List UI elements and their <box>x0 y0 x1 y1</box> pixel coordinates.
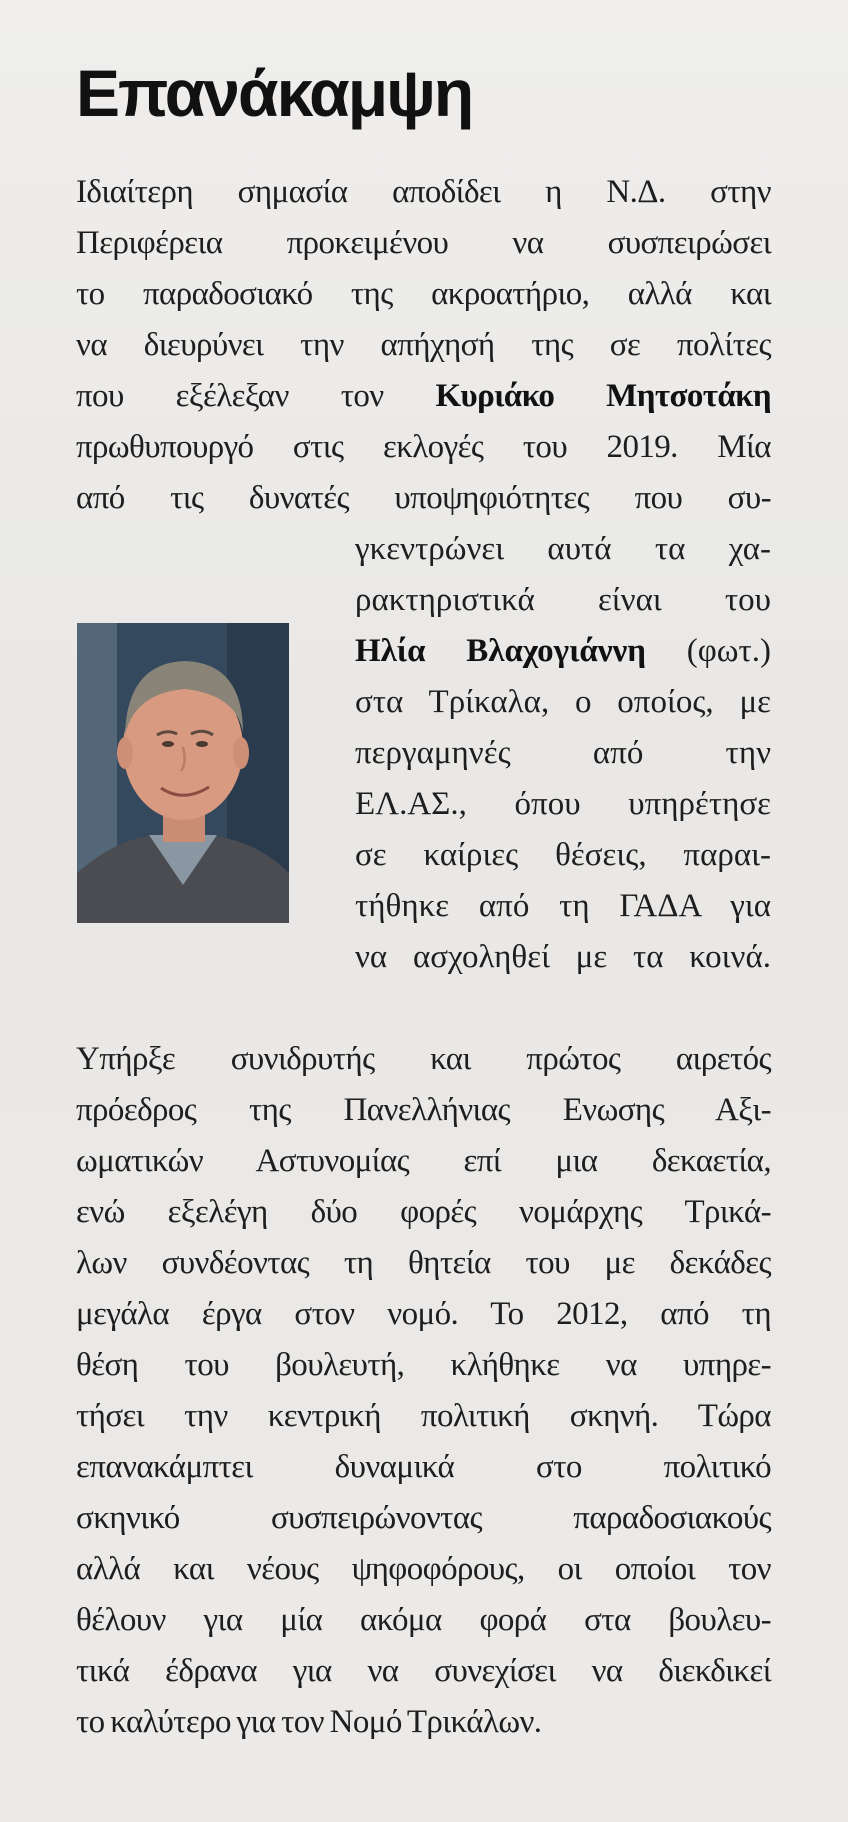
body-line: από τις δυνατές υποψηφιότητες που συ- <box>76 480 771 516</box>
body-line: στα Τρίκαλα, ο οποίος, με <box>355 684 771 720</box>
body-line: να διευρύνει την απήχησή της σε πολίτες <box>76 327 771 363</box>
body-line: ΕΛ.ΑΣ., όπου υπηρέτησε <box>355 786 771 822</box>
body-line: μεγάλα έργα στον νομό. Το 2012, από τη <box>76 1296 771 1332</box>
body-line: ενώ εξελέγη δύο φορές νομάρχης Τρικά- <box>76 1194 771 1230</box>
highlighted-name-mitsotakis: Κυριάκο Μητσοτάκη <box>435 378 772 414</box>
body-line-last: το καλύτερο για τον Νομό Τρικάλων. <box>76 1704 542 1740</box>
body-line: ωματικών Αστυνομίας επί μια δεκαετία, <box>76 1143 771 1179</box>
body-line: Περιφέρεια προκειμένου να συσπειρώσει <box>76 225 771 261</box>
body-line: σε καίριες θέσεις, παραι- <box>355 837 771 873</box>
body-line: θέλουν για μία ακόμα φορά στα βουλευ- <box>76 1602 771 1638</box>
body-line: να ασχοληθεί με τα κοινά. <box>355 939 771 975</box>
body-line: σκηνικό συσπειρώνοντας παραδοσιακούς <box>76 1500 771 1536</box>
article-headline: Επανάκαμψη <box>76 56 473 130</box>
body-line-with-name <box>355 626 771 677</box>
body-line: πρωθυπουργό στις εκλογές του 2019. Μία <box>76 429 771 465</box>
article-body-top <box>76 167 771 524</box>
body-line: ρακτηριστικά είναι του <box>355 582 771 618</box>
body-line: Ιδιαίτερη σημασία αποδίδει η Ν.Δ. στην <box>76 174 771 210</box>
body-line: αλλά και νέους ψηφοφόρους, οι οποίοι τον <box>76 1551 771 1587</box>
body-line: το παραδοσιακό της ακροατήριο, αλλά και <box>76 276 771 312</box>
portrait-illustration <box>77 623 289 923</box>
highlighted-name-vlachogiannis: Ηλία Βλαχογιάννη <box>355 633 646 669</box>
body-line: λων συνδέοντας τη θητεία του με δεκάδες <box>76 1245 771 1281</box>
article-body-bottom <box>76 1034 771 1748</box>
body-line: θέση του βουλευτή, κλήθηκε να υπηρε- <box>76 1347 771 1383</box>
photo-reference: (φωτ.) <box>646 633 771 669</box>
body-line: τικά έδρανα για να συνεχίσει να διεκδικεί <box>76 1653 771 1689</box>
body-line: τήσει την κεντρική πολιτική σκηνή. Τώρα <box>76 1398 771 1434</box>
article-body-side <box>355 524 771 983</box>
body-line-with-name <box>76 371 771 422</box>
body-line: Υπήρξε συνιδρυτής και πρώτος αιρετός <box>76 1041 771 1077</box>
body-line: πρόεδρος της Πανελλήνιας Ενωσης Αξι- <box>76 1092 771 1128</box>
body-line: περγαμηνές από την <box>355 735 771 771</box>
body-line: γκεντρώνει αυτά τα χα- <box>355 531 771 567</box>
body-line: επανακάμπτει δυναμικά στο πολιτικό <box>76 1449 771 1485</box>
body-text: που εξέλεξαν τον <box>76 378 436 414</box>
portrait-photo <box>77 623 289 923</box>
body-line: τήθηκε από τη ΓΑΔΑ για <box>355 888 771 924</box>
